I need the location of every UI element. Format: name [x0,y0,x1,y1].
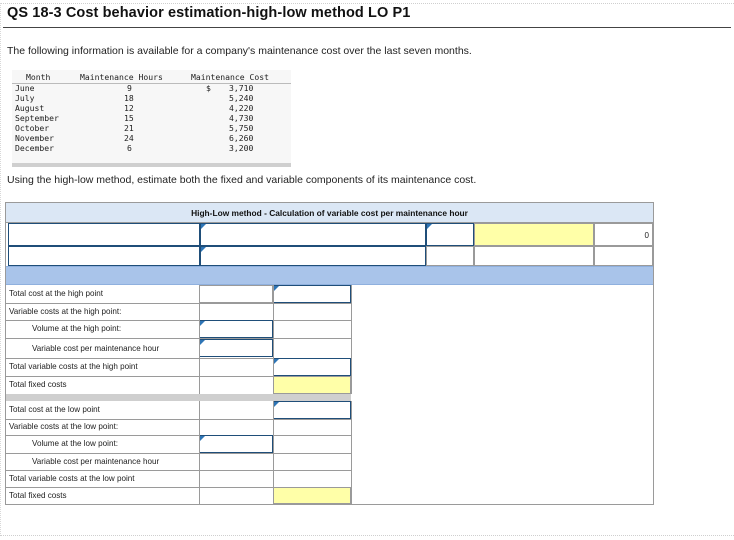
label-var-cost-per-hour-low: Variable cost per maintenance hour [32,457,160,466]
input-indicator-icon [274,286,279,291]
calc-volume-change-input[interactable] [200,246,426,266]
label-total-variable-high: Total variable costs at the high point [9,362,138,371]
column-divider [351,285,352,394]
row-hours: 15 [124,113,134,123]
section-separator-band [6,266,653,285]
high-total-fixed-answer [273,376,351,394]
row-cost: 3,200 [229,143,254,153]
input-indicator-icon [274,402,279,407]
calc-cost-change-input[interactable] [200,223,426,246]
worksheet-title: High-Low method - Calculation of variable cost per maintenance hour [6,203,653,223]
row-hours: 9 [127,83,132,93]
label-total-fixed-low: Total fixed costs [9,491,67,500]
variable-cost-result-value: 0 [644,231,649,240]
input-indicator-icon [427,224,432,229]
frame-bottom-border [0,535,734,536]
row-hours: 21 [124,123,134,133]
row-hours: 6 [127,143,132,153]
row-divider [6,320,351,321]
low-total-fixed-answer [273,487,351,504]
label-total-variable-low: Total variable costs at the low point [9,474,135,483]
row-month: October [15,123,50,133]
column-divider [199,401,200,504]
row-month: September [15,113,59,123]
calc-label-input-2[interactable] [8,246,200,266]
row-cost: 3,710 [229,83,254,93]
frame-top-border [0,3,734,4]
variable-cost-result [594,223,653,246]
column-divider [273,285,274,394]
input-indicator-icon [201,224,206,229]
column-divider [199,285,200,394]
row-divider [6,435,351,436]
label-volume-low: Volume at the low point: [32,439,118,448]
calc-divisor-input[interactable] [426,223,474,246]
given-table-header [12,72,291,83]
high-total-cost-input[interactable] [273,285,351,303]
calc-empty-cell [426,246,474,266]
frame-left-border [0,3,1,536]
row-divider [6,470,351,471]
given-table-bottom-bar [12,163,291,167]
column-divider [351,401,352,504]
section-divider-bar [6,394,351,401]
row-divider [6,419,351,420]
label-variable-costs-low: Variable costs at the low point: [9,422,119,431]
input-indicator-icon [200,340,205,345]
row-cost: 5,750 [229,123,254,133]
intro-text: The following information is available for a company's maintenance cost over the last seven months. [7,45,472,57]
calc-empty-cell [594,246,653,266]
high-total-variable-input[interactable] [273,358,351,376]
row-hours: 18 [124,93,134,103]
title-divider [3,27,731,28]
calc-yellow-answer-cell [474,223,594,246]
row-divider [6,303,351,304]
high-var-cost-per-hour-input[interactable] [199,339,273,357]
label-variable-costs-high: Variable costs at the high point: [9,307,122,316]
row-cost: 4,730 [229,113,254,123]
label-var-cost-per-hour-high: Variable cost per maintenance hour [32,344,160,353]
label-total-fixed-high: Total fixed costs [9,380,67,389]
worksheet-panel [5,202,654,505]
question-text: Using the high-low method, estimate both the fixed and variable components of its maintenance cost. [7,174,477,186]
row-month: June [15,83,35,93]
col-header-cost: Maintenance Cost [191,72,269,82]
label-total-cost-high: Total cost at the high point [9,289,104,298]
row-cost: 6,260 [229,133,254,143]
row-cost: 4,220 [229,103,254,113]
col-header-month: Month [26,72,51,82]
low-volume-input[interactable] [199,435,273,453]
col-header-hours: Maintenance Hours [80,72,163,82]
high-volume-input[interactable] [199,320,273,338]
input-indicator-icon [274,359,279,364]
page-title: QS 18-3 Cost behavior estimation-high-low method LO P1 [7,5,411,21]
calc-empty-cell [474,246,594,266]
row-hours: 24 [124,133,134,143]
row-divider [6,338,351,339]
input-indicator-icon [201,247,206,252]
input-indicator-icon [200,436,205,441]
high-total-cost-desc [199,285,273,303]
row-divider [6,453,351,454]
input-indicator-icon [200,321,205,326]
row-cost: 5,240 [229,93,254,103]
column-divider [273,401,274,504]
low-total-cost-input[interactable] [273,401,351,419]
currency-symbol: $ [206,83,211,93]
given-data-table [12,70,291,165]
row-month: July [15,93,35,103]
row-month: November [15,133,54,143]
calc-label-input-1[interactable] [8,223,200,246]
label-volume-high: Volume at the high point: [32,324,122,333]
label-total-cost-low: Total cost at the low point [9,405,100,414]
row-month: December [15,143,54,153]
row-month: August [15,103,45,113]
row-hours: 12 [124,103,134,113]
